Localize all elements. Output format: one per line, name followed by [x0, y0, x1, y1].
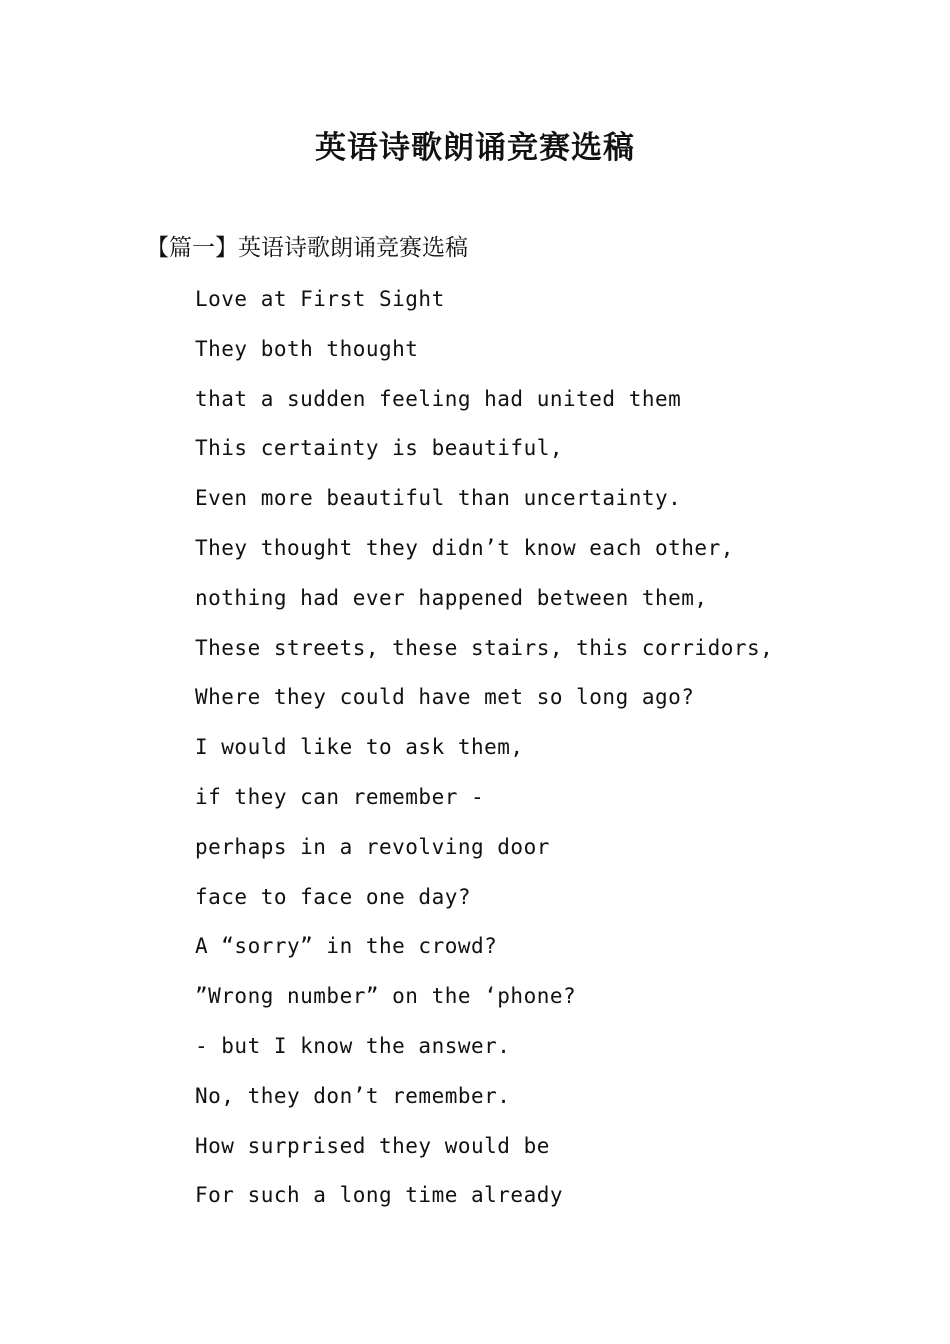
- poem-line: - but I know the answer.: [195, 1033, 511, 1058]
- poem-line: How surprised they would be: [195, 1133, 550, 1158]
- poem-line: that a sudden feeling had united them: [195, 386, 682, 411]
- poem-line: face to face one day?: [195, 884, 472, 909]
- poem-line: perhaps in a revolving door: [195, 834, 550, 859]
- poem-line: if they can remember -: [195, 784, 485, 809]
- poem-line: A “sorry” in the crowd?: [195, 934, 498, 959]
- poem-line: Where they could have met so long ago?: [195, 685, 695, 710]
- poem-line: They thought they didn’t know each other,: [195, 535, 734, 560]
- document-title: 英语诗歌朗诵竞赛选稿: [315, 130, 635, 166]
- poem-line: I would like to ask them,: [195, 735, 524, 760]
- poem-line: No, they don’t remember.: [195, 1083, 511, 1108]
- poem-line: Even more beautiful than uncertainty.: [195, 486, 682, 511]
- poem-line: They both thought: [195, 336, 419, 361]
- poem-body: [195, 281, 773, 1227]
- poem-line: Love at First Sight: [195, 287, 445, 311]
- poem-line: This certainty is beautiful,: [195, 436, 564, 461]
- poem-line: These streets, these stairs, this corridors,: [195, 635, 774, 660]
- poem-line: nothing had ever happened between them,: [195, 585, 708, 610]
- section-heading: 【篇一】英语诗歌朗诵竞赛选稿: [146, 235, 468, 261]
- poem-line: ”Wrong number” on the ‘phone?: [195, 984, 577, 1009]
- poem-line: For such a long time already: [195, 1183, 564, 1208]
